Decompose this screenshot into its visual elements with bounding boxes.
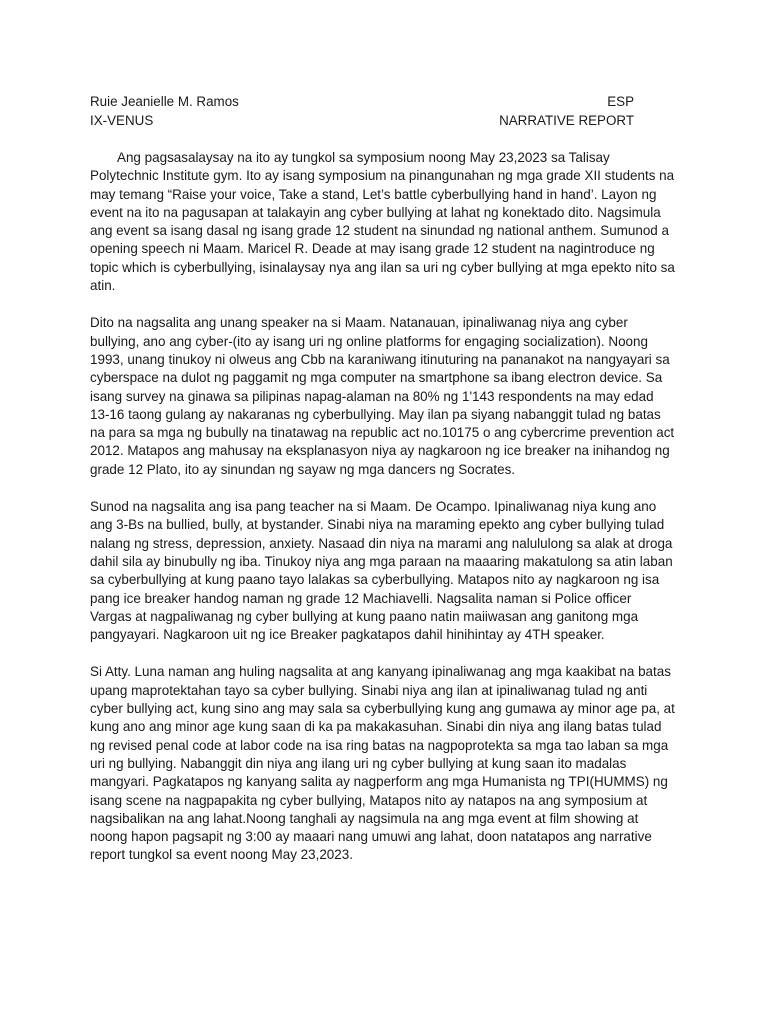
document-type: NARRATIVE REPORT	[499, 113, 634, 128]
paragraph-1: Ang pagsasalaysay na ito ay tungkol sa symposium noong May 23,2023 sa Talisay Polytechnic Institute gym. Ito ay isang symposium na pinangunahan ng mga grade XII students na may temang “Raise your voice, Take a stand, Let’s battle cyberbullying hand in hand’. Layon ng event na ito na pagusapan at talakayin ang cyber bullying at lahat ng konektado dito. Nagsimula ang event sa isang dasal ng isang grade 12 student na sinundad ng national anthem. Sumunod a opening speech ni Maam. Maricel R. Deade at may isang grade 12 student na nagintroduce ng topic which is cyberbullying, isinalaysay nya ang ilan sa uri ng cyber bullying at mga epekto nito sa atin.	[90, 150, 675, 294]
author-name: Ruie Jeanielle M. Ramos	[90, 94, 239, 109]
header-row-1	[90, 93, 634, 111]
header-row-2	[90, 112, 634, 130]
report-body	[90, 149, 676, 884]
section-name: IX-VENUS	[90, 113, 154, 128]
paragraph-4: Si Atty. Luna naman ang huling nagsalita at ang kanyang ipinaliwanag ang mga kaakibat na batas upang maprotektahan tayo sa cyber bullying. Sinabi niya ang ilan at ipinaliwanag tulad ng anti cyber bullying act, kung sino ang may sala sa cyberbullying kung ang gumawa ay minor age pa, at kung ano ang minor age kung saan di ka pa makakasuhan. Sinabi din niya ang ilang batas tulad ng revised penal code at labor code na isa ring batas na nagpoprotekta sa mga tao laban sa mga uri ng bullying. Nabanggit din niya ang ilang uri ng cyber bullying at kung saan ito madalas mangyari. Pagkatapos ng kanyang salita ay nagperform ang mga Humanista ng TPI(HUMMS) ng isang scene na nagpapakita ng cyber bullying, Matapos nito ay natapos na ang symposium at nagsibalikan na ang lahat.Noong tanghali ay nagsimula na ang mga event at film showing at noong hapon pagsapit ng 3:00 ay maaari nang umuwi ang lahat, doon natatapos ang narrative report tungkol sa event noong May 23,2023.	[90, 664, 675, 863]
subject-label: ESP	[607, 94, 634, 109]
paragraph-2: Dito na nagsalita ang unang speaker na si Maam. Natanauan, ipinaliwanag niya ang cyber bullying, ano ang cyber-(ito ay isang uri ng online platforms for engaging socialization). Noong 1993, unang tinukoy ni olweus ang Cbb na karaniwang itinuturing na pananakot na nangyayari sa cyberspace na dulot ng paggamit ng mga computer na smartphone sa ibang electron device. Sa isang survey na ginawa sa pilipinas napag-alaman na 80% ng 1'143 respondents na may edad 13-16 taong gulang ay nakaranas ng cyberbullying. May ilan pa siyang nabanggit tulad ng batas na para sa mga ng bubully na tinatawag na republic act no.10175 o ang cybercrime prevention act 2012. Matapos ang mahusay na eksplanasyon niya ay nagkaroon ng ice breaker na inihandog ng grade 12 Plato, ito ay sinundan ng sayaw ng mga dancers ng Socrates.	[90, 315, 675, 477]
paragraph-3: Sunod na nagsalita ang isa pang teacher na si Maam. De Ocampo. Ipinaliwanag niya kung ano ang 3-Bs na bullied, bully, at bystander. Sinabi niya na maraming epekto ang cyber bullying tulad nalang ng stress, depression, anxiety. Nasaad din niya na marami ang nalululong sa alak at droga dahil sila ay binubully ng iba. Tinukoy niya ang mga paraan na maaaring makatulong sa atin laban sa cyberbullying at kung paano tayo lalakas sa cyberbullying. Matapos nito ay nagkaroon ng isa pang ice breaker handog naman ng grade 12 Machiavelli. Nagsalita naman si Police officer Vargas at nagpaliwanag ng cyber bullying at kung paano natin maiiwasan ang ganitong mga pangyayari. Nagkaroon uit ng ice Breaker pagkatapos dahil hinihintay ay 4TH speaker.	[90, 499, 673, 643]
